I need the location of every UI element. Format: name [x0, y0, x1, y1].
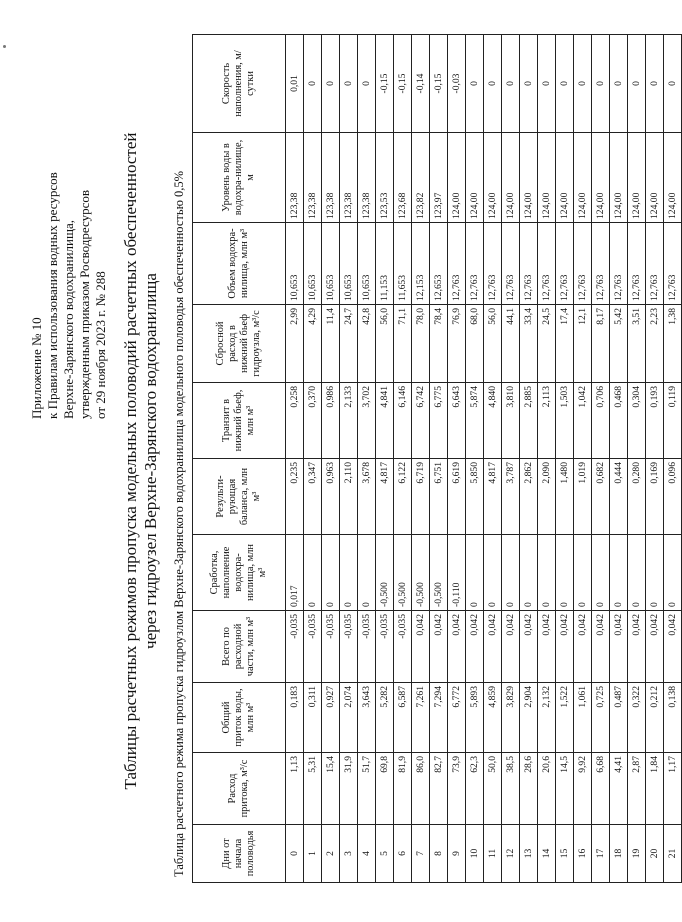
- table-cell: 33,4: [520, 305, 538, 383]
- table-cell: 24,5: [538, 305, 556, 383]
- table-cell: 0: [466, 535, 484, 611]
- column-header: Сбросной расход в нижний бьеф гидроузла, м³/с: [193, 305, 286, 383]
- appendix-line: Верхне-Зарянского водохранилища,: [61, 219, 76, 419]
- scan-speck: [3, 45, 6, 48]
- table-cell: 56,0: [376, 305, 394, 383]
- table-cell: 4,817: [376, 459, 394, 535]
- table-cell: 0,304: [628, 383, 646, 459]
- table-cell: -0,03: [448, 35, 466, 133]
- table-cell: 16: [574, 825, 592, 883]
- table-cell: 0: [574, 35, 592, 133]
- table-cell: 0,183: [286, 683, 304, 753]
- table-row: [376, 35, 394, 883]
- table-cell: 73,9: [448, 753, 466, 825]
- table-cell: 0,347: [304, 459, 322, 535]
- table-cell: 0,042: [628, 611, 646, 683]
- table-cell: 19: [628, 825, 646, 883]
- table-cell: -0,15: [394, 35, 412, 133]
- table-cell: 51,7: [358, 753, 376, 825]
- table-cell: 0,042: [574, 611, 592, 683]
- table-cell: 12,653: [430, 223, 448, 305]
- table-cell: 0,138: [664, 683, 682, 753]
- column-header: Транзит в нижний бьеф, млн м³: [193, 383, 286, 459]
- table-row: [322, 35, 340, 883]
- table-cell: 10,653: [340, 223, 358, 305]
- table-cell: -0,035: [340, 611, 358, 683]
- table-cell: 0: [484, 35, 502, 133]
- table-cell: 12,763: [664, 223, 682, 305]
- table-cell: 124,00: [502, 133, 520, 223]
- table-cell: 81,9: [394, 753, 412, 825]
- table-cell: -0,035: [376, 611, 394, 683]
- table-cell: 14,5: [556, 753, 574, 825]
- column-header: Всего по расходной части, млн м³: [193, 611, 286, 683]
- table-cell: 0,258: [286, 383, 304, 459]
- table-cell: 0,017: [286, 535, 304, 611]
- table-cell: 0: [646, 35, 664, 133]
- table-cell: 6,742: [412, 383, 430, 459]
- table-cell: -0,035: [394, 611, 412, 683]
- table-cell: 0,963: [322, 459, 340, 535]
- table-cell: 10,653: [358, 223, 376, 305]
- table-cell: 0: [304, 535, 322, 611]
- column-header: Уровень воды в водохра-нилище, м: [193, 133, 286, 223]
- table-cell: 56,0: [484, 305, 502, 383]
- table-cell: 6,587: [394, 683, 412, 753]
- table-cell: 2,074: [340, 683, 358, 753]
- table-cell: 6,619: [448, 459, 466, 535]
- table-cell: 0,487: [610, 683, 628, 753]
- table-cell: 3,51: [628, 305, 646, 383]
- table-cell: 0,042: [484, 611, 502, 683]
- table-cell: 6,775: [430, 383, 448, 459]
- table-cell: 0,212: [646, 683, 664, 753]
- table-cell: 6: [394, 825, 412, 883]
- table-cell: 0: [664, 35, 682, 133]
- document-title: [121, 31, 161, 891]
- table-cell: 4,859: [484, 683, 502, 753]
- table-row: [466, 35, 484, 883]
- table-row: [646, 35, 664, 883]
- column-header: Объем водохра-нилища, млн м³: [193, 223, 286, 305]
- table-cell: 0: [628, 535, 646, 611]
- document-title-line: Таблицы расчетных режимов пропуска модельных половодий расчетных обеспеченностей: [121, 132, 140, 790]
- table-cell: 86,0: [412, 753, 430, 825]
- table-cell: 28,6: [520, 753, 538, 825]
- table-cell: 6,772: [448, 683, 466, 753]
- table-cell: 124,00: [538, 133, 556, 223]
- table-cell: 20,6: [538, 753, 556, 825]
- table-cell: 2,110: [340, 459, 358, 535]
- table-cell: 0,042: [502, 611, 520, 683]
- table-cell: 1,13: [286, 753, 304, 825]
- table-row: [520, 35, 538, 883]
- table-cell: -0,500: [412, 535, 430, 611]
- table-cell: 0,042: [646, 611, 664, 683]
- table-cell: 38,5: [502, 753, 520, 825]
- table-cell: 68,0: [466, 305, 484, 383]
- table-cell: 10,653: [286, 223, 304, 305]
- table-cell: 124,00: [556, 133, 574, 223]
- table-cell: -0,15: [430, 35, 448, 133]
- table-cell: -0,035: [322, 611, 340, 683]
- table-cell: -0,14: [412, 35, 430, 133]
- table-cell: 10,653: [304, 223, 322, 305]
- table-cell: 123,38: [322, 133, 340, 223]
- table-cell: 0: [556, 35, 574, 133]
- table-cell: 11,4: [322, 305, 340, 383]
- table-body: [286, 35, 682, 883]
- table-cell: 0,986: [322, 383, 340, 459]
- appendix-line: утвержденным приказом Росводресурсов: [77, 190, 92, 419]
- table-cell: 3,643: [358, 683, 376, 753]
- table-cell: 9: [448, 825, 466, 883]
- table-cell: 0: [538, 535, 556, 611]
- table-cell: 3,829: [502, 683, 520, 753]
- table-cell: 123,38: [358, 133, 376, 223]
- table-caption: Таблица расчетного режима пропуска гидроузлом Верхне-Зарянского водохранилища модельного половодья обеспеченностью 0,5%: [172, 170, 186, 877]
- table-cell: 0,119: [664, 383, 682, 459]
- table-cell: 0: [340, 35, 358, 133]
- table-cell: 5,893: [466, 683, 484, 753]
- table-cell: 0: [574, 535, 592, 611]
- table-cell: 18: [610, 825, 628, 883]
- table-cell: 12,763: [538, 223, 556, 305]
- table-cell: 8: [430, 825, 448, 883]
- table-cell: -0,035: [286, 611, 304, 683]
- table-cell: 0,042: [448, 611, 466, 683]
- table-cell: 124,00: [646, 133, 664, 223]
- table-cell: 6,643: [448, 383, 466, 459]
- table-cell: 2,862: [520, 459, 538, 535]
- table-cell: 2,885: [520, 383, 538, 459]
- table-cell: 7: [412, 825, 430, 883]
- table-cell: 44,1: [502, 305, 520, 383]
- table-cell: 20: [646, 825, 664, 883]
- table-row: [340, 35, 358, 883]
- table-cell: 0: [664, 535, 682, 611]
- table-cell: 0: [592, 35, 610, 133]
- table-cell: -0,500: [394, 535, 412, 611]
- table-cell: 3,787: [502, 459, 520, 535]
- table-cell: 4,817: [484, 459, 502, 535]
- table-cell: 21: [664, 825, 682, 883]
- table-cell: 0: [322, 535, 340, 611]
- table-row: [358, 35, 376, 883]
- table-cell: -0,035: [304, 611, 322, 683]
- table-cell: 1,019: [574, 459, 592, 535]
- table-cell: 0,042: [664, 611, 682, 683]
- table-cell: 0,927: [322, 683, 340, 753]
- table-cell: 2,99: [286, 305, 304, 383]
- table-cell: 124,00: [574, 133, 592, 223]
- table-cell: 82,7: [430, 753, 448, 825]
- table-cell: 17: [592, 825, 610, 883]
- table-cell: 1,503: [556, 383, 574, 459]
- document-title-line: через гидроузел Верхне-Зарянского водохранилища: [141, 273, 160, 649]
- flood-regime-table: [192, 34, 682, 883]
- table-cell: 7,261: [412, 683, 430, 753]
- table-cell: 5,282: [376, 683, 394, 753]
- table-cell: 0,322: [628, 683, 646, 753]
- table-cell: 6,719: [412, 459, 430, 535]
- table-cell: 1,042: [574, 383, 592, 459]
- table-cell: 4,840: [484, 383, 502, 459]
- table-cell: 3,810: [502, 383, 520, 459]
- table-cell: 0,235: [286, 459, 304, 535]
- table-cell: 8,17: [592, 305, 610, 383]
- table-cell: 12,763: [466, 223, 484, 305]
- table-cell: 10,653: [322, 223, 340, 305]
- table-cell: 0,682: [592, 459, 610, 535]
- table-cell: 11,653: [394, 223, 412, 305]
- table-cell: -0,110: [448, 535, 466, 611]
- table-cell: 124,00: [628, 133, 646, 223]
- table-cell: 3,678: [358, 459, 376, 535]
- table-cell: 78,0: [412, 305, 430, 383]
- table-cell: 12,763: [646, 223, 664, 305]
- table-cell: 6,146: [394, 383, 412, 459]
- column-header: Сработка, наполнение водохра-нилища, млн м³: [193, 535, 286, 611]
- table-cell: 2,904: [520, 683, 538, 753]
- table-cell: 6,751: [430, 459, 448, 535]
- table-cell: 0: [520, 35, 538, 133]
- table-cell: 11: [484, 825, 502, 883]
- rotated-document-page: [15, 31, 678, 891]
- table-cell: 0,042: [610, 611, 628, 683]
- table-cell: 4,841: [376, 383, 394, 459]
- table-cell: 4,41: [610, 753, 628, 825]
- table-cell: 0,042: [466, 611, 484, 683]
- table-cell: 9,92: [574, 753, 592, 825]
- table-cell: 0,01: [286, 35, 304, 133]
- table-cell: 124,00: [484, 133, 502, 223]
- table-cell: 0,725: [592, 683, 610, 753]
- table-cell: 0: [538, 35, 556, 133]
- table-row: [448, 35, 466, 883]
- table-cell: 1,17: [664, 753, 682, 825]
- table-cell: 12,763: [610, 223, 628, 305]
- column-header: Общий приток воды, млн м³: [193, 683, 286, 753]
- table-cell: 10: [466, 825, 484, 883]
- table-cell: 12,763: [628, 223, 646, 305]
- table-cell: 123,82: [412, 133, 430, 223]
- table-cell: 1,522: [556, 683, 574, 753]
- table-cell: 12,763: [484, 223, 502, 305]
- table-row: [430, 35, 448, 883]
- table-cell: 42,8: [358, 305, 376, 383]
- table-row: [286, 35, 304, 883]
- table-cell: 69,8: [376, 753, 394, 825]
- table-cell: 0: [502, 535, 520, 611]
- table-cell: 0,370: [304, 383, 322, 459]
- table-cell: 17,4: [556, 305, 574, 383]
- column-header: Результи-рующая баланса, млн м³: [193, 459, 286, 535]
- table-cell: 1,38: [664, 305, 682, 383]
- table-cell: 2,090: [538, 459, 556, 535]
- table-cell: 0,193: [646, 383, 664, 459]
- table-cell: 6,122: [394, 459, 412, 535]
- table-cell: 0: [322, 35, 340, 133]
- table-cell: 123,53: [376, 133, 394, 223]
- table-cell: 12,763: [556, 223, 574, 305]
- table-row: [502, 35, 520, 883]
- table-cell: 0,042: [412, 611, 430, 683]
- table-cell: 0: [646, 535, 664, 611]
- table-cell: 0: [556, 535, 574, 611]
- table-cell: 62,3: [466, 753, 484, 825]
- table-cell: 124,00: [448, 133, 466, 223]
- table-row: [610, 35, 628, 883]
- table-cell: 2: [322, 825, 340, 883]
- table-cell: 12,153: [412, 223, 430, 305]
- table-cell: 0,042: [538, 611, 556, 683]
- table-row: [412, 35, 430, 883]
- column-header: Скорость наполнения, м/сутки: [193, 35, 286, 133]
- table-cell: 1,480: [556, 459, 574, 535]
- table-cell: 0: [358, 35, 376, 133]
- table-cell: 5: [376, 825, 394, 883]
- table-cell: 76,9: [448, 305, 466, 383]
- table-cell: 2,23: [646, 305, 664, 383]
- table-cell: 0: [520, 535, 538, 611]
- table-cell: 0,169: [646, 459, 664, 535]
- table-cell: 0,468: [610, 383, 628, 459]
- table-row: [538, 35, 556, 883]
- appendix-header: [29, 59, 109, 419]
- table-cell: 123,38: [286, 133, 304, 223]
- table-cell: 5,850: [466, 459, 484, 535]
- table-cell: 0,311: [304, 683, 322, 753]
- table-cell: 123,38: [340, 133, 358, 223]
- table-cell: 2,133: [340, 383, 358, 459]
- table-cell: 4,29: [304, 305, 322, 383]
- table-cell: 3,702: [358, 383, 376, 459]
- table-cell: 12,763: [520, 223, 538, 305]
- table-cell: 123,38: [304, 133, 322, 223]
- table-cell: 0: [358, 535, 376, 611]
- table-cell: 0,444: [610, 459, 628, 535]
- table-cell: -0,500: [376, 535, 394, 611]
- table-cell: 5,874: [466, 383, 484, 459]
- table-cell: 124,00: [592, 133, 610, 223]
- table-header-row: [193, 35, 286, 883]
- table-cell: 12,763: [448, 223, 466, 305]
- table-row: [394, 35, 412, 883]
- table-cell: 15: [556, 825, 574, 883]
- table-cell: 1,84: [646, 753, 664, 825]
- table-row: [628, 35, 646, 883]
- table-row: [484, 35, 502, 883]
- table-cell: 78,4: [430, 305, 448, 383]
- table-cell: 31,9: [340, 753, 358, 825]
- table-cell: 124,00: [466, 133, 484, 223]
- column-header: Расход притока, м³/с: [193, 753, 286, 825]
- table-cell: 124,00: [520, 133, 538, 223]
- table-cell: 11,153: [376, 223, 394, 305]
- appendix-number: Приложение № 10: [29, 317, 44, 419]
- table-cell: 12,763: [592, 223, 610, 305]
- table-cell: 7,294: [430, 683, 448, 753]
- table-row: [664, 35, 682, 883]
- table-cell: 14: [538, 825, 556, 883]
- table-cell: 0: [484, 535, 502, 611]
- table-cell: 24,7: [340, 305, 358, 383]
- table-cell: 0: [628, 35, 646, 133]
- table-cell: -0,500: [430, 535, 448, 611]
- table-cell: 15,4: [322, 753, 340, 825]
- table-cell: 0: [304, 35, 322, 133]
- table-cell: 2,113: [538, 383, 556, 459]
- appendix-date: от 29 ноября 2023 г. № 288: [93, 271, 108, 419]
- column-header: Дни от начала половодья: [193, 825, 286, 883]
- table-cell: 0: [466, 35, 484, 133]
- table-cell: 1,061: [574, 683, 592, 753]
- table-cell: -0,035: [358, 611, 376, 683]
- table-cell: 0: [502, 35, 520, 133]
- table-cell: 4: [358, 825, 376, 883]
- table-cell: 6,68: [592, 753, 610, 825]
- table-cell: 124,00: [610, 133, 628, 223]
- table-cell: -0,15: [376, 35, 394, 133]
- table-row: [304, 35, 322, 883]
- table-cell: 123,68: [394, 133, 412, 223]
- table-cell: 12: [502, 825, 520, 883]
- table-cell: 0,042: [556, 611, 574, 683]
- table-row: [574, 35, 592, 883]
- table-cell: 0: [610, 35, 628, 133]
- table-cell: 5,31: [304, 753, 322, 825]
- table-cell: 71,1: [394, 305, 412, 383]
- table-cell: 12,763: [574, 223, 592, 305]
- table-cell: 0,042: [520, 611, 538, 683]
- table-cell: 50,0: [484, 753, 502, 825]
- table-cell: 5,42: [610, 305, 628, 383]
- table-cell: 0,280: [628, 459, 646, 535]
- table-cell: 12,763: [502, 223, 520, 305]
- table-cell: 0: [340, 535, 358, 611]
- table-cell: 13: [520, 825, 538, 883]
- table-cell: 0,096: [664, 459, 682, 535]
- table-cell: 0: [610, 535, 628, 611]
- table-row: [592, 35, 610, 883]
- table-cell: 0: [592, 535, 610, 611]
- table-cell: 0,042: [430, 611, 448, 683]
- table-cell: 2,132: [538, 683, 556, 753]
- table-cell: 12,1: [574, 305, 592, 383]
- table-cell: 124,00: [664, 133, 682, 223]
- table-cell: 0: [286, 825, 304, 883]
- table-cell: 0,042: [592, 611, 610, 683]
- table-cell: 123,97: [430, 133, 448, 223]
- table-cell: 1: [304, 825, 322, 883]
- table-row: [556, 35, 574, 883]
- table-cell: 0,706: [592, 383, 610, 459]
- appendix-line: к Правилам использования водных ресурсов: [45, 172, 60, 419]
- table-cell: 2,87: [628, 753, 646, 825]
- table-cell: 3: [340, 825, 358, 883]
